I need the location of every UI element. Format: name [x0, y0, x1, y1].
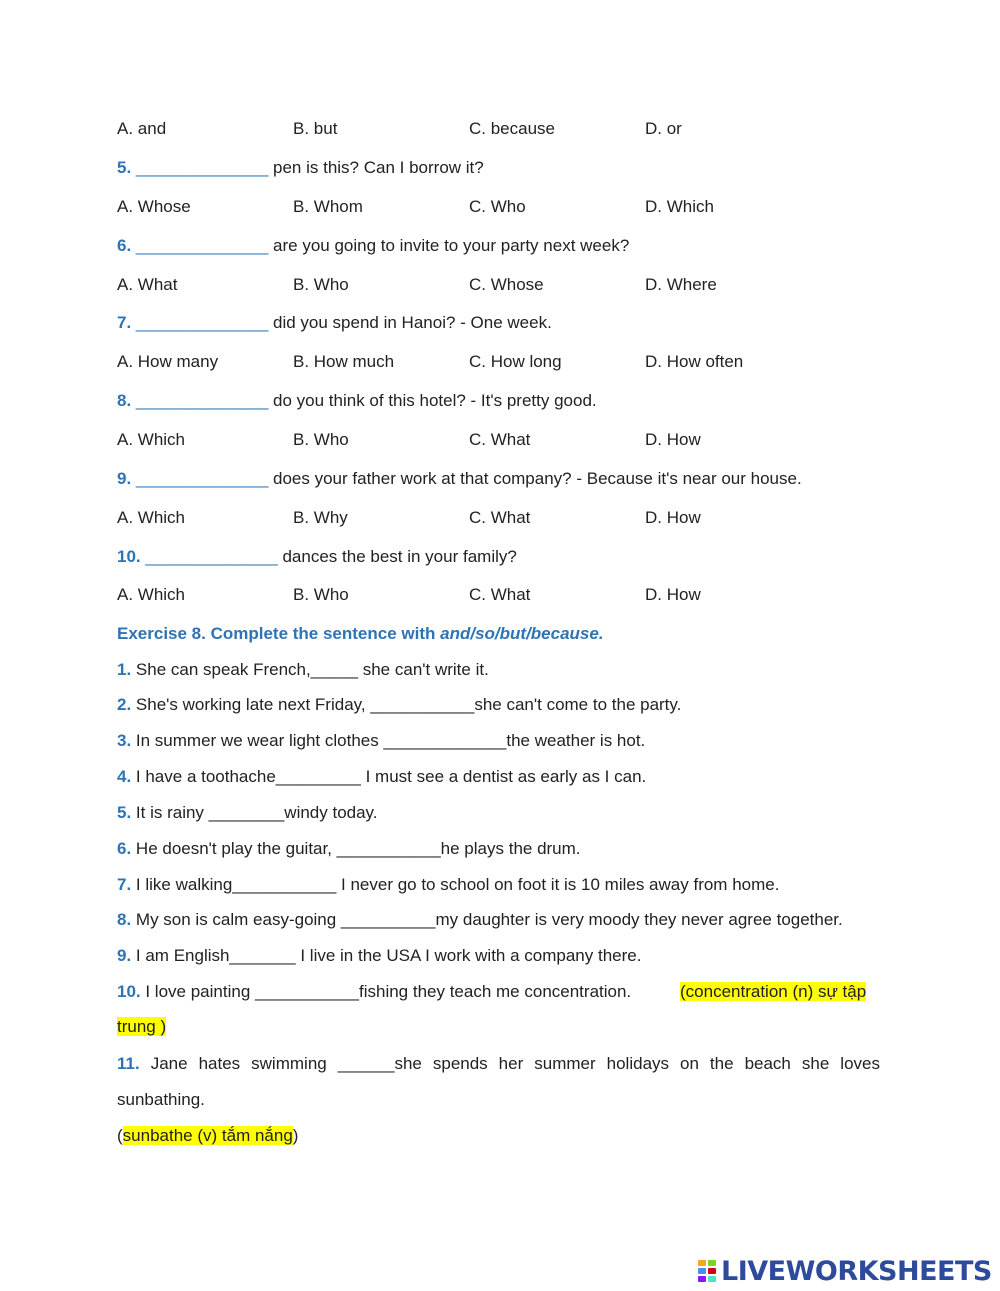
item-number: 7.	[117, 875, 132, 894]
paren-open: (	[117, 1126, 123, 1145]
item-text: I have a toothache_________ I must see a dentist as early as I can.	[131, 767, 647, 786]
item-number: 5.	[117, 803, 132, 822]
logo-block	[698, 1268, 706, 1274]
highlight-note: sunbathe (v) tắm nắng	[122, 1126, 293, 1145]
question-number: 10.	[117, 547, 141, 566]
option-d[interactable]: D. How often	[645, 352, 744, 371]
item-text: Jane hates swimming ______she spends her summer holidays on the beach she loves	[139, 1054, 880, 1073]
exercise-8-item-2[interactable]	[117, 694, 681, 716]
answer-blank[interactable]: ______________	[135, 313, 269, 332]
option-c[interactable]: C. What	[469, 585, 531, 604]
question-9-options	[117, 507, 882, 529]
option-d[interactable]: D. Where	[645, 275, 717, 294]
question-text: did you spend in Hanoi? - One week.	[268, 313, 552, 332]
exercise-8-item-7[interactable]	[117, 874, 779, 896]
option-d[interactable]: D. How	[645, 508, 701, 527]
item-text: I like walking___________ I never go to school on foot it is 10 miles away from home.	[131, 875, 780, 894]
option-d[interactable]: D. or	[645, 119, 682, 138]
option-a[interactable]: A. Which	[117, 430, 186, 449]
paren-close: )	[292, 1126, 299, 1145]
question-text: does your father work at that company? - Because it's near our house.	[268, 469, 802, 488]
question-number: 8.	[117, 391, 132, 410]
item-number: 11.	[117, 1054, 140, 1073]
exercise-8-item-11-cont	[117, 1089, 205, 1111]
logo-block	[708, 1260, 716, 1266]
question-8-options	[117, 429, 882, 451]
question-7-options	[117, 351, 882, 373]
question-number: 9.	[117, 469, 132, 488]
option-a[interactable]: A. How many	[117, 352, 219, 371]
exercise-8-item-1[interactable]	[117, 659, 489, 681]
option-b[interactable]: B. Who	[293, 430, 349, 449]
option-c[interactable]: C. because	[469, 119, 555, 138]
exercise-8-title	[117, 623, 604, 645]
question-8	[117, 390, 597, 412]
option-a[interactable]: A. Which	[117, 508, 186, 527]
option-b[interactable]: B. How much	[293, 352, 395, 371]
exercise-8-item-4[interactable]	[117, 766, 646, 788]
item-number: 8.	[117, 910, 132, 929]
logo-blocks-icon	[697, 1259, 717, 1283]
question-number: 6.	[117, 236, 132, 255]
item-number: 1.	[117, 660, 132, 679]
question-text: dances the best in your family?	[277, 547, 517, 566]
question-9	[117, 468, 802, 490]
question-10-options	[117, 584, 882, 606]
item-text: I love painting ___________fishing they teach me concentration.	[140, 982, 632, 1001]
exercise-8-item-11[interactable]	[117, 1053, 880, 1075]
answer-blank[interactable]: ______________	[135, 158, 269, 177]
option-a[interactable]: A. Whose	[117, 197, 191, 216]
option-b[interactable]: B. Who	[293, 585, 349, 604]
option-d[interactable]: D. Which	[645, 197, 714, 216]
answer-blank[interactable]: ______________	[135, 469, 269, 488]
exercise-title-emphasis: and/so/but/because.	[440, 624, 604, 643]
option-b[interactable]: B. Why	[293, 508, 348, 527]
logo-block	[708, 1268, 716, 1274]
vocab-note-concentration	[680, 981, 866, 1003]
exercise-title-text: Exercise 8. Complete the sentence with	[117, 624, 441, 643]
exercise-8-item-6[interactable]	[117, 838, 581, 860]
vocab-note-concentration-cont	[117, 1016, 166, 1038]
item-number: 10.	[117, 982, 141, 1001]
item-number: 4.	[117, 767, 132, 786]
item-text: I am English_______ I live in the USA I work with a company there.	[131, 946, 642, 965]
logo-block	[708, 1276, 716, 1282]
option-c[interactable]: C. Whose	[469, 275, 544, 294]
question-number: 5.	[117, 158, 132, 177]
option-b[interactable]: B. Whom	[293, 197, 363, 216]
answer-blank[interactable]: ______________	[135, 236, 269, 255]
vocab-note-sunbathe	[117, 1125, 298, 1147]
liveworksheets-logo[interactable]	[697, 1256, 992, 1286]
item-text: In summer we wear light clothes _____________the weather is hot.	[131, 731, 646, 750]
item-text: My son is calm easy-going __________my daughter is very moody they never agree together.	[131, 910, 843, 929]
logo-text: LIVEWORKSHEETS	[721, 1255, 992, 1287]
item-number: 3.	[117, 731, 132, 750]
question-7	[117, 312, 552, 334]
exercise-8-item-10[interactable]	[117, 981, 631, 1003]
item-text: He doesn't play the guitar, ___________he plays the drum.	[131, 839, 581, 858]
highlight-note: trung )	[117, 1017, 167, 1036]
question-text: pen is this? Can I borrow it?	[268, 158, 484, 177]
item-text: sunbathing.	[117, 1090, 205, 1109]
question-10	[117, 546, 517, 568]
question-text: are you going to invite to your party next week?	[268, 236, 630, 255]
option-c[interactable]: C. What	[469, 430, 531, 449]
option-c[interactable]: C. Who	[469, 197, 526, 216]
option-d[interactable]: D. How	[645, 585, 701, 604]
option-b[interactable]: B. Who	[293, 275, 349, 294]
question-6-options	[117, 274, 882, 296]
question-6	[117, 235, 629, 257]
exercise-8-item-3[interactable]	[117, 730, 645, 752]
option-c[interactable]: C. What	[469, 508, 531, 527]
option-c[interactable]: C. How long	[469, 352, 562, 371]
option-a[interactable]: A. Which	[117, 585, 186, 604]
item-number: 6.	[117, 839, 132, 858]
item-number: 2.	[117, 695, 132, 714]
question-5-options	[117, 196, 882, 218]
answer-blank[interactable]: ______________	[135, 391, 269, 410]
option-a[interactable]: A. and	[117, 119, 167, 138]
option-d[interactable]: D. How	[645, 430, 701, 449]
item-text: It is rainy ________windy today.	[131, 803, 378, 822]
logo-block	[698, 1260, 706, 1266]
highlight-note: (concentration (n) sự tập	[680, 982, 867, 1001]
option-b[interactable]: B. but	[293, 119, 338, 138]
item-text: She can speak French,_____ she can't write it.	[131, 660, 489, 679]
question-number: 7.	[117, 313, 132, 332]
answer-blank[interactable]: ______________	[145, 547, 278, 566]
exercise-8-item-9[interactable]	[117, 945, 641, 967]
item-text: She's working late next Friday, ___________she can't come to the party.	[131, 695, 682, 714]
q4-options	[117, 118, 882, 140]
item-number: 9.	[117, 946, 132, 965]
logo-block	[698, 1276, 706, 1282]
exercise-8-item-5[interactable]	[117, 802, 378, 824]
option-a[interactable]: A. What	[117, 275, 178, 294]
question-5	[117, 157, 484, 179]
question-text: do you think of this hotel? - It's pretty good.	[268, 391, 597, 410]
exercise-8-item-8[interactable]	[117, 909, 843, 931]
